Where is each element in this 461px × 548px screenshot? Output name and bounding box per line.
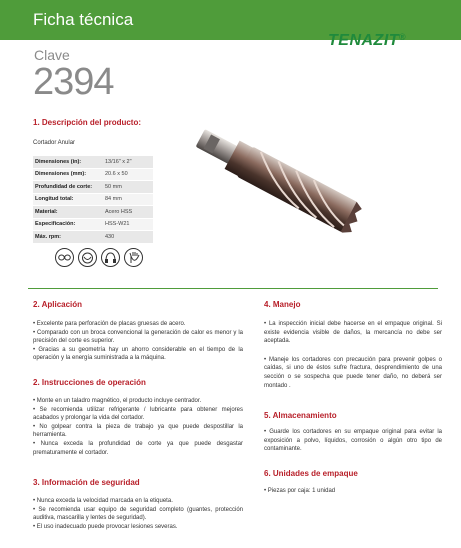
seguridad-title: 3. Información de seguridad (33, 478, 140, 487)
spec-label: Longitud total: (35, 196, 74, 203)
spec-row (33, 181, 153, 194)
spec-label: Dimensiones (in): (35, 158, 82, 165)
list-item: • Comparado con un broca convencional la generación de calor es menor y la precisión del corte es superior. (33, 329, 243, 345)
aplicacion-list (33, 320, 243, 363)
safety-icons (55, 248, 143, 267)
goggles-icon (55, 248, 74, 267)
spec-label: Material: (35, 208, 58, 215)
spec-row (33, 169, 153, 182)
brand-registered-mark: ® (399, 32, 407, 42)
list-item: • Guarde los cortadores en su empaque original para evitar la exposición a polvo, líquidos, corrosión o algún otro tipo de contaminante. (264, 429, 442, 453)
spec-row (33, 156, 153, 169)
empaque-title: 6. Unidades de empaque (264, 469, 358, 478)
list-item: • Monte en un taladro magnético, el producto incluye centrador. (33, 398, 202, 404)
empaque-list (264, 487, 442, 496)
description-title: 1. Descripción del producto: (33, 118, 142, 127)
gloves-icon (124, 248, 143, 267)
clave-label: Clave (34, 47, 70, 63)
list-item: • Piezas por caja: 1 unidad (264, 488, 336, 494)
spec-value: 50 mm (105, 183, 122, 190)
list-item: • Se recomienda usar equipo de seguridad completo (guantes, protección auditiva, mascarilla y lentes de seguridad). (33, 506, 243, 522)
aplicacion-title: 2. Aplicación (33, 300, 83, 309)
annular-cutter-image (190, 104, 400, 254)
spec-value: 84 mm (105, 196, 122, 203)
spec-label: Profundidad de corte: (35, 183, 93, 190)
list-item: • Maneje los cortadores con precaución para prevenir golpes o caídas, si uno de éstos sufre fractura, desprendimiento de una sección o se sospecha que puede tener daño, no deberá ser montado . (264, 356, 442, 389)
list-item: • Excelente para perforación de placas gruesas de acero. (33, 321, 186, 327)
description-subtitle: Cortador Anular (33, 140, 76, 146)
section-divider (28, 288, 438, 289)
instrucciones-title: 2. Instrucciones de operación (33, 378, 146, 387)
spec-label: Dimensiones (mm): (35, 171, 87, 178)
spec-label: Especificación: (35, 221, 76, 228)
list-item: • Nunca exceda la profundidad de corte ya que puede desgastar prematuramente el cortador. (33, 440, 243, 456)
manejo-list (264, 320, 442, 390)
list-item: • El uso inadecuado puede provocar lesiones severas. (33, 523, 178, 530)
spec-value: Acero HSS (105, 208, 133, 215)
list-item: • La inspección inicial debe hacerse en el empaque original. Si existe evidencia visible de daños, la mercancía no debe ser aceptada. (264, 321, 442, 345)
list-item: • Se recomienda utilizar refrigerante / lubricante para obtener mejores acabados y prolongar la vida del cortador. (33, 406, 243, 422)
spec-row (33, 219, 153, 232)
almacenamiento-list (264, 428, 442, 454)
spec-value: 20.6 x 50 (105, 171, 128, 178)
spec-row (33, 194, 153, 207)
clave-number: 2394 (33, 61, 114, 103)
brand-name: TENAZIT (328, 32, 400, 49)
page-title: Ficha técnica (33, 10, 134, 29)
manejo-title: 4. Manejo (264, 300, 301, 309)
instrucciones-list (33, 397, 243, 457)
spec-table (33, 156, 153, 244)
mask-icon (78, 248, 97, 267)
ear-protection-icon (101, 248, 120, 267)
list-item: • Nunca exceda la velocidad marcada en la etiqueta. (33, 498, 173, 504)
brand-logo (328, 32, 406, 50)
spec-row (33, 231, 153, 244)
spec-value: HSS-W21 (105, 221, 130, 228)
spec-label: Máx. rpm: (35, 233, 61, 240)
spec-value: 430 (105, 233, 115, 240)
list-item: • Gracias a su geometría hay un ahorro considerable en el tiempo de la operación y la energía suministrada a la máquina. (33, 346, 243, 362)
seguridad-list (33, 497, 243, 531)
list-item: • No golpear contra la pieza de trabajo ya que puede despostillar la herramienta. (33, 423, 243, 439)
spec-row (33, 206, 153, 219)
spec-value: 13/16" x 2" (105, 158, 132, 165)
almacenamiento-title: 5. Almacenamiento (264, 411, 337, 420)
